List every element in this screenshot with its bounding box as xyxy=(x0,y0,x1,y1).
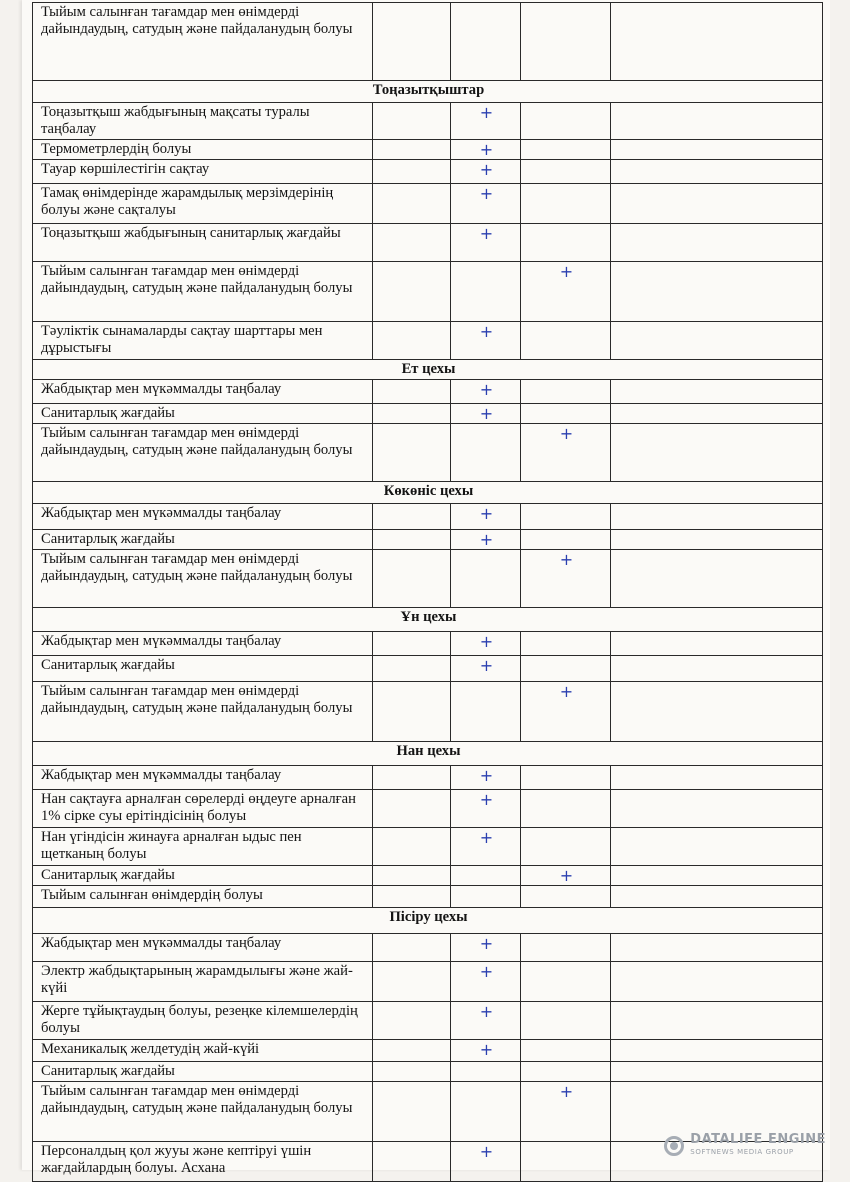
mark-cell-c xyxy=(521,160,611,184)
handwritten-plus-mark: + xyxy=(559,682,574,701)
mark-cell-a xyxy=(373,1002,451,1040)
mark-cell-d xyxy=(611,103,823,140)
mark-cell-d xyxy=(611,828,823,866)
mark-cell-a xyxy=(373,380,451,404)
mark-cell-b xyxy=(451,1040,521,1062)
mark-cell-a xyxy=(373,766,451,790)
mark-cell-a xyxy=(373,530,451,550)
mark-cell-c xyxy=(521,262,611,322)
mark-cell-b xyxy=(451,160,521,184)
mark-cell-b xyxy=(451,140,521,160)
criterion-label: Жабдықтар мен мүкәммалды таңбалау xyxy=(33,934,373,962)
mark-cell-b xyxy=(451,1062,521,1082)
handwritten-plus-mark: + xyxy=(479,828,494,847)
mark-cell-b xyxy=(451,766,521,790)
table-row xyxy=(33,632,823,656)
criterion-label: Тауар көршілестігін сақтау xyxy=(33,160,373,184)
mark-cell-b xyxy=(451,550,521,608)
mark-cell-c xyxy=(521,656,611,682)
table-row xyxy=(33,224,823,262)
table-row xyxy=(33,1002,823,1040)
mark-cell-b xyxy=(451,682,521,742)
mark-cell-d xyxy=(611,1062,823,1082)
mark-cell-d xyxy=(611,160,823,184)
criterion-label: Термометрлердің болуы xyxy=(33,140,373,160)
section-heading: Ет цехы xyxy=(33,360,823,380)
mark-cell-c xyxy=(521,140,611,160)
mark-cell-c xyxy=(521,1142,611,1182)
mark-cell-b xyxy=(451,380,521,404)
section-heading: Нан цехы xyxy=(33,742,823,766)
mark-cell-c xyxy=(521,866,611,886)
mark-cell-d xyxy=(611,530,823,550)
table-row xyxy=(33,1040,823,1062)
table-row xyxy=(33,103,823,140)
mark-cell-c xyxy=(521,790,611,828)
table-row xyxy=(33,184,823,224)
mark-cell-d xyxy=(611,224,823,262)
criterion-label: Жерге тұйықтаудың болуы, резеңке кілемшелердің болуы xyxy=(33,1002,373,1040)
handwritten-plus-mark: + xyxy=(479,530,494,549)
mark-cell-c xyxy=(521,424,611,482)
datalife-logo-icon xyxy=(664,1136,684,1156)
table-row xyxy=(33,682,823,742)
mark-cell-b xyxy=(451,886,521,908)
handwritten-plus-mark: + xyxy=(559,1082,574,1101)
criterion-label: Тамақ өнімдерінде жарамдылық мерзімдерінің болуы және сақталуы xyxy=(33,184,373,224)
mark-cell-c xyxy=(521,530,611,550)
criterion-label: Санитарлық жағдайы xyxy=(33,530,373,550)
mark-cell-a xyxy=(373,1142,451,1182)
mark-cell-a xyxy=(373,866,451,886)
section-row xyxy=(33,742,823,766)
mark-cell-b xyxy=(451,828,521,866)
criterion-label: Тыйым салынған тағамдар мен өнімдерді дайындаудың, сатудың және пайдаланудың болуы xyxy=(33,1082,373,1142)
mark-cell-b xyxy=(451,103,521,140)
mark-cell-a xyxy=(373,3,451,81)
mark-cell-b xyxy=(451,934,521,962)
handwritten-plus-mark: + xyxy=(479,1142,494,1161)
mark-cell-d xyxy=(611,682,823,742)
criterion-label: Персоналдың қол жууы және кептіруі үшін жағдайлардың болуы. Асхана xyxy=(33,1142,373,1182)
table-row xyxy=(33,790,823,828)
mark-cell-b xyxy=(451,1002,521,1040)
mark-cell-a xyxy=(373,1082,451,1142)
mark-cell-a xyxy=(373,184,451,224)
mark-cell-d xyxy=(611,790,823,828)
handwritten-plus-mark: + xyxy=(479,504,494,523)
criterion-label: Тыйым салынған тағамдар мен өнімдерді дайындаудың, сатудың және пайдаланудың болуы xyxy=(33,262,373,322)
mark-cell-a xyxy=(373,424,451,482)
mark-cell-c xyxy=(521,886,611,908)
mark-cell-b xyxy=(451,1082,521,1142)
criterion-label: Тыйым салынған тағамдар мен өнімдерді дайындаудың, сатудың және пайдаланудың болуы xyxy=(33,424,373,482)
criterion-label: Жабдықтар мен мүкәммалды таңбалау xyxy=(33,504,373,530)
mark-cell-d xyxy=(611,322,823,360)
mark-cell-a xyxy=(373,656,451,682)
mark-cell-b xyxy=(451,866,521,886)
mark-cell-c xyxy=(521,962,611,1002)
criterion-label: Механикалық желдетудің жай-күйі xyxy=(33,1040,373,1062)
watermark-title: DATALIFE ENGINE xyxy=(690,1132,826,1147)
mark-cell-c xyxy=(521,550,611,608)
mark-cell-d xyxy=(611,550,823,608)
handwritten-plus-mark: + xyxy=(479,140,494,159)
handwritten-plus-mark: + xyxy=(479,224,494,243)
mark-cell-d xyxy=(611,424,823,482)
mark-cell-b xyxy=(451,184,521,224)
mark-cell-d xyxy=(611,504,823,530)
criterion-label: Нан сақтауға арналған сөрелерді өңдеуге арналған 1% сірке суы ерітіндісінің болуы xyxy=(33,790,373,828)
mark-cell-a xyxy=(373,550,451,608)
mark-cell-d xyxy=(611,404,823,424)
mark-cell-c xyxy=(521,504,611,530)
mark-cell-d xyxy=(611,1040,823,1062)
handwritten-plus-mark: + xyxy=(479,380,494,399)
mark-cell-b xyxy=(451,790,521,828)
mark-cell-b xyxy=(451,1142,521,1182)
table-row xyxy=(33,656,823,682)
table-row xyxy=(33,140,823,160)
handwritten-plus-mark: + xyxy=(479,790,494,809)
section-row xyxy=(33,608,823,632)
mark-cell-d xyxy=(611,1002,823,1040)
criterion-label: Электр жабдықтарының жарамдылығы және жай-күйі xyxy=(33,962,373,1002)
mark-cell-d xyxy=(611,866,823,886)
mark-cell-b xyxy=(451,530,521,550)
handwritten-plus-mark: + xyxy=(479,656,494,675)
table-row xyxy=(33,766,823,790)
watermark xyxy=(664,1134,826,1158)
table-row xyxy=(33,828,823,866)
section-row xyxy=(33,908,823,934)
mark-cell-b xyxy=(451,262,521,322)
mark-cell-a xyxy=(373,1062,451,1082)
mark-cell-a xyxy=(373,262,451,322)
mark-cell-c xyxy=(521,632,611,656)
mark-cell-b xyxy=(451,424,521,482)
handwritten-plus-mark: + xyxy=(479,962,494,981)
mark-cell-a xyxy=(373,682,451,742)
criterion-label: Тәуліктік сынамаларды сақтау шарттары мен дұрыстығы xyxy=(33,322,373,360)
table-row xyxy=(33,322,823,360)
mark-cell-a xyxy=(373,886,451,908)
table-row xyxy=(33,504,823,530)
section-row xyxy=(33,482,823,504)
section-heading: Пісіру цехы xyxy=(33,908,823,934)
criterion-label: Тоңазытқыш жабдығының санитарлық жағдайы xyxy=(33,224,373,262)
handwritten-plus-mark: + xyxy=(559,866,574,885)
mark-cell-a xyxy=(373,632,451,656)
mark-cell-c xyxy=(521,224,611,262)
mark-cell-a xyxy=(373,140,451,160)
mark-cell-d xyxy=(611,3,823,81)
criterion-label: Жабдықтар мен мүкәммалды таңбалау xyxy=(33,632,373,656)
mark-cell-a xyxy=(373,790,451,828)
handwritten-plus-mark: + xyxy=(479,404,494,423)
handwritten-plus-mark: + xyxy=(559,262,574,281)
table-row xyxy=(33,3,823,81)
table-row xyxy=(33,160,823,184)
criterion-label: Тыйым салынған тағамдар мен өнімдерді дайындаудың, сатудың және пайдаланудың болуы xyxy=(33,550,373,608)
mark-cell-b xyxy=(451,632,521,656)
criterion-label: Тыйым салынған өнімдердің болуы xyxy=(33,886,373,908)
mark-cell-c xyxy=(521,1002,611,1040)
mark-cell-d xyxy=(611,962,823,1002)
handwritten-plus-mark: + xyxy=(559,424,574,443)
mark-cell-a xyxy=(373,828,451,866)
criterion-label: Тыйым салынған тағамдар мен өнімдерді дайындаудың, сатудың және пайдаланудың болуы xyxy=(33,682,373,742)
mark-cell-d xyxy=(611,934,823,962)
handwritten-plus-mark: + xyxy=(559,550,574,569)
mark-cell-b xyxy=(451,962,521,1002)
table-row xyxy=(33,886,823,908)
handwritten-plus-mark: + xyxy=(479,184,494,203)
section-row xyxy=(33,360,823,380)
mark-cell-c xyxy=(521,1082,611,1142)
mark-cell-a xyxy=(373,103,451,140)
handwritten-plus-mark: + xyxy=(479,322,494,341)
handwritten-plus-mark: + xyxy=(479,766,494,785)
table-row xyxy=(33,1062,823,1082)
criterion-label: Тыйым салынған тағамдар мен өнімдерді дайындаудың, сатудың және пайдаланудың болуы xyxy=(33,3,373,81)
mark-cell-c xyxy=(521,184,611,224)
mark-cell-a xyxy=(373,322,451,360)
mark-cell-a xyxy=(373,504,451,530)
table-row xyxy=(33,530,823,550)
mark-cell-b xyxy=(451,404,521,424)
criterion-label: Тоңазытқыш жабдығының мақсаты туралы таңбалау xyxy=(33,103,373,140)
table-row xyxy=(33,380,823,404)
criterion-label: Санитарлық жағдайы xyxy=(33,656,373,682)
mark-cell-b xyxy=(451,504,521,530)
mark-cell-c xyxy=(521,322,611,360)
mark-cell-c xyxy=(521,682,611,742)
table-row xyxy=(33,550,823,608)
table-row xyxy=(33,962,823,1002)
criterion-label: Нан үгіндісін жинауға арналған ыдыс пен щетканың болуы xyxy=(33,828,373,866)
mark-cell-c xyxy=(521,934,611,962)
handwritten-plus-mark: + xyxy=(479,1040,494,1059)
mark-cell-c xyxy=(521,103,611,140)
handwritten-plus-mark: + xyxy=(479,160,494,179)
mark-cell-b xyxy=(451,656,521,682)
section-heading: Тоңазытқыштар xyxy=(33,81,823,103)
section-heading: Ұн цехы xyxy=(33,608,823,632)
criterion-label: Санитарлық жағдайы xyxy=(33,1062,373,1082)
mark-cell-d xyxy=(611,184,823,224)
criterion-label: Жабдықтар мен мүкәммалды таңбалау xyxy=(33,766,373,790)
section-row xyxy=(33,81,823,103)
criterion-label: Санитарлық жағдайы xyxy=(33,866,373,886)
mark-cell-c xyxy=(521,380,611,404)
table-row xyxy=(33,404,823,424)
inspection-checklist-table xyxy=(32,2,823,1182)
table-row xyxy=(33,866,823,886)
criterion-label: Санитарлық жағдайы xyxy=(33,404,373,424)
handwritten-plus-mark: + xyxy=(479,1002,494,1021)
mark-cell-a xyxy=(373,160,451,184)
mark-cell-c xyxy=(521,828,611,866)
mark-cell-d xyxy=(611,656,823,682)
handwritten-plus-mark: + xyxy=(479,934,494,953)
mark-cell-d xyxy=(611,262,823,322)
handwritten-plus-mark: + xyxy=(479,632,494,651)
mark-cell-d xyxy=(611,632,823,656)
mark-cell-d xyxy=(611,140,823,160)
mark-cell-a xyxy=(373,1040,451,1062)
table-row xyxy=(33,424,823,482)
mark-cell-b xyxy=(451,224,521,262)
section-heading: Көкөніс цехы xyxy=(33,482,823,504)
table-row xyxy=(33,934,823,962)
mark-cell-d xyxy=(611,886,823,908)
criterion-label: Жабдықтар мен мүкәммалды таңбалау xyxy=(33,380,373,404)
watermark-subtitle: SOFTNEWS MEDIA GROUP xyxy=(690,1148,794,1156)
mark-cell-a xyxy=(373,962,451,1002)
mark-cell-c xyxy=(521,1040,611,1062)
mark-cell-c xyxy=(521,3,611,81)
mark-cell-a xyxy=(373,404,451,424)
handwritten-plus-mark: + xyxy=(479,103,494,122)
mark-cell-b xyxy=(451,3,521,81)
mark-cell-b xyxy=(451,322,521,360)
mark-cell-a xyxy=(373,934,451,962)
mark-cell-a xyxy=(373,224,451,262)
table-row xyxy=(33,262,823,322)
mark-cell-d xyxy=(611,766,823,790)
mark-cell-d xyxy=(611,380,823,404)
mark-cell-c xyxy=(521,404,611,424)
mark-cell-c xyxy=(521,1062,611,1082)
mark-cell-c xyxy=(521,766,611,790)
